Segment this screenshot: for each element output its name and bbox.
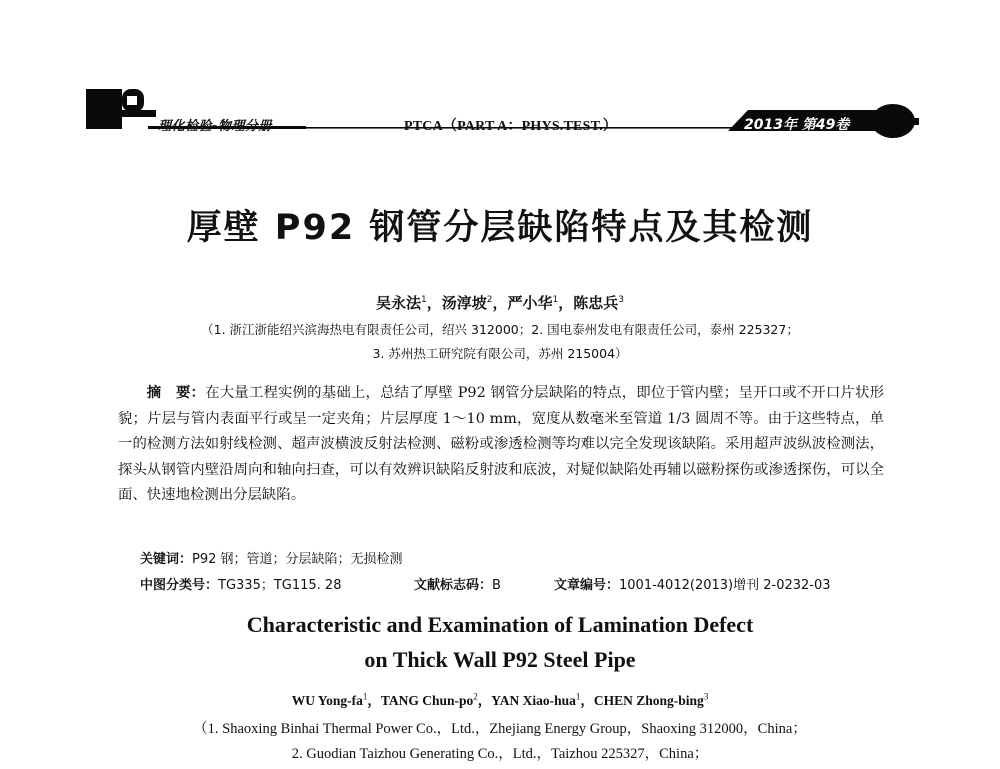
journal-logo-icon [86,89,156,129]
affiliation-line: 3. 苏州热工研究院有限公司，苏州 215004） [372,346,628,361]
affiliation-line: 2. Guodian Taizhou Generating Co.，Ltd.，Taizhou 225327，China； [291,746,709,762]
article-number: 文章编号：1001-4012(2013)增刊 2-0232-03 [554,578,831,593]
clc-number: 中图分类号：TG335；TG115. 28 [140,578,342,593]
affiliation-line: （1. Shaoxing Binhai Thermal Power Co.，Ltd.，Zhejiang Energy Group，Shaoxing 312000，China； [193,721,807,737]
author: TANG Chun-$po^2$， [380,691,492,708]
author: WU Yong-$fa^1$， [291,691,381,708]
document-code: 文献标志码：B [414,578,501,593]
author-list-en [0,689,1000,709]
keywords [140,548,403,567]
paper-title-en-line: Characteristic and Examination of Lamination Defect [246,612,754,637]
author: YAN Xiao-hua$^1$， [491,691,594,708]
paper-title-en-line: on Thick Wall P92 Steel Pipe [364,647,636,672]
author: 陈忠兵$^3$ [573,294,625,312]
abstract-label: 摘 要： [146,385,206,401]
journal-brand: 理化检验-物理分册 [158,119,272,134]
author: 汤淳坡$^2$， [441,294,508,312]
paper-title-cn: 厚壁 P92 钢管分层缺陷特点及其检测 [186,208,814,248]
year-volume: 2013年 第49卷 [744,117,850,133]
affiliation-line: （1. 浙江浙能绍兴滨海热电有限责任公司，绍兴 312000；2. 国电泰州发电有限责任公司，泰州 225327； [201,322,799,337]
author: 吴永法$^1$， [375,294,442,312]
abstract-text: 在大量工程实例的基础上，总结了厚壁 P92 钢管分层缺陷的特点，即位于管内壁；呈开口或不开口片状形貌；片层与管内表面平行或呈一定夹角；片层厚度 1～10 mm，宽度从数毫米至管道 1/3 圆周不等。由于这些特点，单一的检测方法如射线检测、超声波横波反射法检测、磁粉或渗透检测等均难以完全发现该缺陷。采用超声波纵波检测法，探头从钢管内壁沿周向和轴向扫查，可以有效辨识缺陷反射波和底波，对疑似缺陷处再辅以磁粉探伤或渗透探伤，可以全面、快速地检测出分层缺陷。 [118,385,884,504]
author: 严小华$^1$， [507,294,574,312]
keywords-label: 关键词： [140,552,193,567]
author-list-cn [0,292,1000,313]
header-graphics [0,0,1000,160]
journal-header [0,0,1000,160]
abstract [118,381,884,509]
author: CHEN Zhong-bing$^3$ [593,691,709,708]
keywords-value: P92 钢；管道；分层缺陷；无损检测 [192,552,403,567]
journal-name: PTCA（PART A：PHYS.TEST.） [404,119,617,134]
